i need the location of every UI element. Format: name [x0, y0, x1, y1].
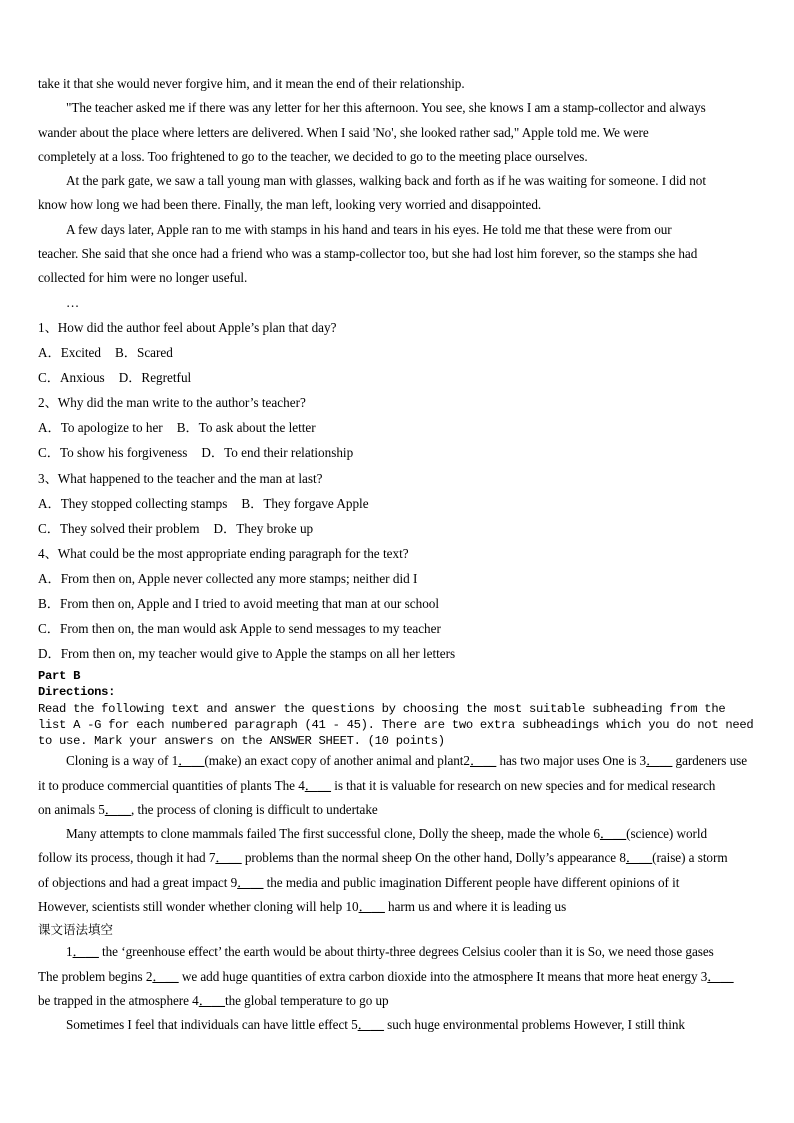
- directions-line: Read the following text and answer the questions by choosing the most suitable subheading from the: [38, 701, 726, 716]
- option-a[interactable]: A．To apologize to her: [38, 420, 163, 436]
- blank-4[interactable]: ．__: [198, 992, 225, 1008]
- cloning-line: on animals 5．__, the process of cloning is difficult to undertake: [38, 801, 378, 817]
- option-d[interactable]: D．Regretful: [118, 370, 192, 386]
- option-c[interactable]: C．Anxious: [38, 370, 105, 386]
- option-b[interactable]: B．They forgave Apple: [241, 495, 369, 511]
- option-row: [38, 365, 756, 390]
- option-row: [38, 491, 756, 516]
- cloning-passage: [38, 749, 756, 919]
- blank-8[interactable]: ．__: [625, 850, 653, 866]
- option-row: [38, 516, 756, 541]
- blank-9[interactable]: ．__: [237, 874, 264, 890]
- blank-2[interactable]: ．__: [469, 753, 497, 769]
- blank-4[interactable]: ．__: [304, 777, 331, 793]
- cloning-line: However, scientists still wonder whether cloning will help 10．__ harm us and where it is leading us: [38, 899, 567, 915]
- document-page: [38, 72, 756, 1038]
- question: [38, 541, 756, 666]
- directions-line: to use. Mark your answers on the ANSWER SHEET. (10 points): [38, 734, 445, 749]
- question: [38, 466, 756, 541]
- cloning-line: of objections and had a great impact 9．__ the media and public imagination Different people have different opinions of it: [38, 874, 680, 890]
- passage-line: "The teacher asked me if there was any letter for her this afternoon. You see, she knows I am a stamp-collector and always: [66, 100, 706, 116]
- passage-line: At the park gate, we saw a tall young man with glasses, walking back and forth as if he was waiting for someone. I did not: [66, 173, 706, 189]
- part-b-section: [38, 668, 756, 749]
- directions-label: Directions:: [38, 685, 116, 700]
- option-a[interactable]: A．Excited: [38, 345, 101, 361]
- option-b[interactable]: B．From then on, Apple and I tried to avoid meeting that man at our school: [38, 596, 440, 611]
- reading-passage: [38, 72, 756, 315]
- question-stem: 3、What happened to the teacher and the man at last?: [38, 470, 323, 486]
- ellipsis: …: [66, 294, 80, 310]
- option-d[interactable]: D．From then on, my teacher would give to Apple the stamps on all her letters: [38, 646, 456, 662]
- passage-line: know how long we had been there. Finally, the man left, looking very worried and disappointed.: [38, 197, 542, 213]
- part-b-title: Part B: [38, 669, 81, 684]
- option-b[interactable]: B．To ask about the letter: [176, 420, 316, 436]
- grammar-line: 1．__ the ‘greenhouse effect’ the earth would be about thirty-three degrees Celsius cooler than it is So, we need those gases: [66, 944, 714, 960]
- blank-5[interactable]: ．__: [104, 801, 132, 817]
- option-d[interactable]: D．They broke up: [213, 520, 314, 536]
- passage-line: A few days later, Apple ran to me with stamps in his hand and tears in his eyes. He told me that these were from our: [66, 221, 672, 237]
- blank-6[interactable]: ．__: [599, 826, 627, 842]
- passage-line: teacher. She said that she once had a friend who was a stamp-collector too, but she had lost him forever, so the stamps she had: [38, 246, 698, 262]
- blank-3[interactable]: ．__: [646, 753, 673, 769]
- cloning-line: Many attempts to clone mammals failed The first successful clone, Dolly the sheep, made the whole 6．__(science) world: [66, 826, 708, 842]
- option-row: [38, 415, 756, 440]
- blank-7[interactable]: ．__: [215, 850, 242, 866]
- cloning-line: follow its process, though it had 7．__ problems than the normal sheep On the other hand, Dolly’s appearance 8．__(raise) a storm: [38, 850, 728, 866]
- question-stem: 2、Why did the man write to the author’s teacher?: [38, 395, 306, 411]
- grammar-section: [38, 919, 756, 1037]
- option-c[interactable]: C．From then on, the man would ask Apple to send messages to my teacher: [38, 621, 441, 637]
- option-a[interactable]: A．They stopped collecting stamps: [38, 495, 228, 511]
- blank-1[interactable]: ．__: [72, 944, 99, 960]
- option-row: [38, 440, 756, 465]
- question-stem: 1、How did the author feel about Apple’s plan that day?: [38, 319, 337, 335]
- blank-1[interactable]: ．__: [178, 753, 205, 769]
- passage-line: collected for him were no longer useful.: [38, 270, 248, 286]
- option-a[interactable]: A．From then on, Apple never collected any more stamps; neither did I: [38, 570, 418, 586]
- cloning-line: Cloning is a way of 1．__(make) an exact copy of another animal and plant2．__ has two major uses One is 3．__ gardeners use: [66, 753, 748, 769]
- passage-line: wander about the place where letters are delivered. When I said 'No', she looked rather sad," Apple told me. We were: [38, 124, 649, 140]
- option-row: [38, 340, 756, 365]
- grammar-line: The problem begins 2．__ we add huge quantities of extra carbon dioxide into the atmosphere It means that more heat energy 3．__: [38, 968, 734, 984]
- blank-2[interactable]: ．__: [152, 968, 179, 984]
- question: [38, 315, 756, 390]
- directions-line: list A -G for each numbered paragraph (41 - 45). There are two extra subheadings which you do not need: [38, 717, 754, 732]
- passage-line: completely at a loss. Too frightened to go to the teacher, we decided to go to the meeting place ourselves.: [38, 148, 588, 164]
- blank-3[interactable]: ．__: [707, 968, 734, 984]
- blank-5[interactable]: ．__: [357, 1017, 384, 1033]
- question-stem: 4、What could be the most appropriate ending paragraph for the text?: [38, 545, 409, 561]
- option-b[interactable]: B．Scared: [115, 345, 173, 361]
- option-c[interactable]: C．To show his forgiveness: [38, 445, 188, 461]
- cloning-line: it to produce commercial quantities of plants The 4．__ is that it is valuable for research on new species and for medical research: [38, 777, 716, 793]
- passage-line: take it that she would never forgive him, and it mean the end of their relationship.: [38, 76, 465, 91]
- grammar-line: be trapped in the atmosphere 4．__the global temperature to go up: [38, 992, 389, 1008]
- question-list: [38, 315, 756, 666]
- grammar-line: Sometimes I feel that individuals can have little effect 5．__ such huge environmental problems However, I still think: [66, 1017, 685, 1033]
- section-heading: 课文语法填空: [38, 922, 114, 938]
- option-d[interactable]: D．To end their relationship: [201, 445, 354, 461]
- question: [38, 390, 756, 465]
- option-c[interactable]: C．They solved their problem: [38, 520, 200, 536]
- blank-10[interactable]: ．__: [358, 899, 385, 915]
